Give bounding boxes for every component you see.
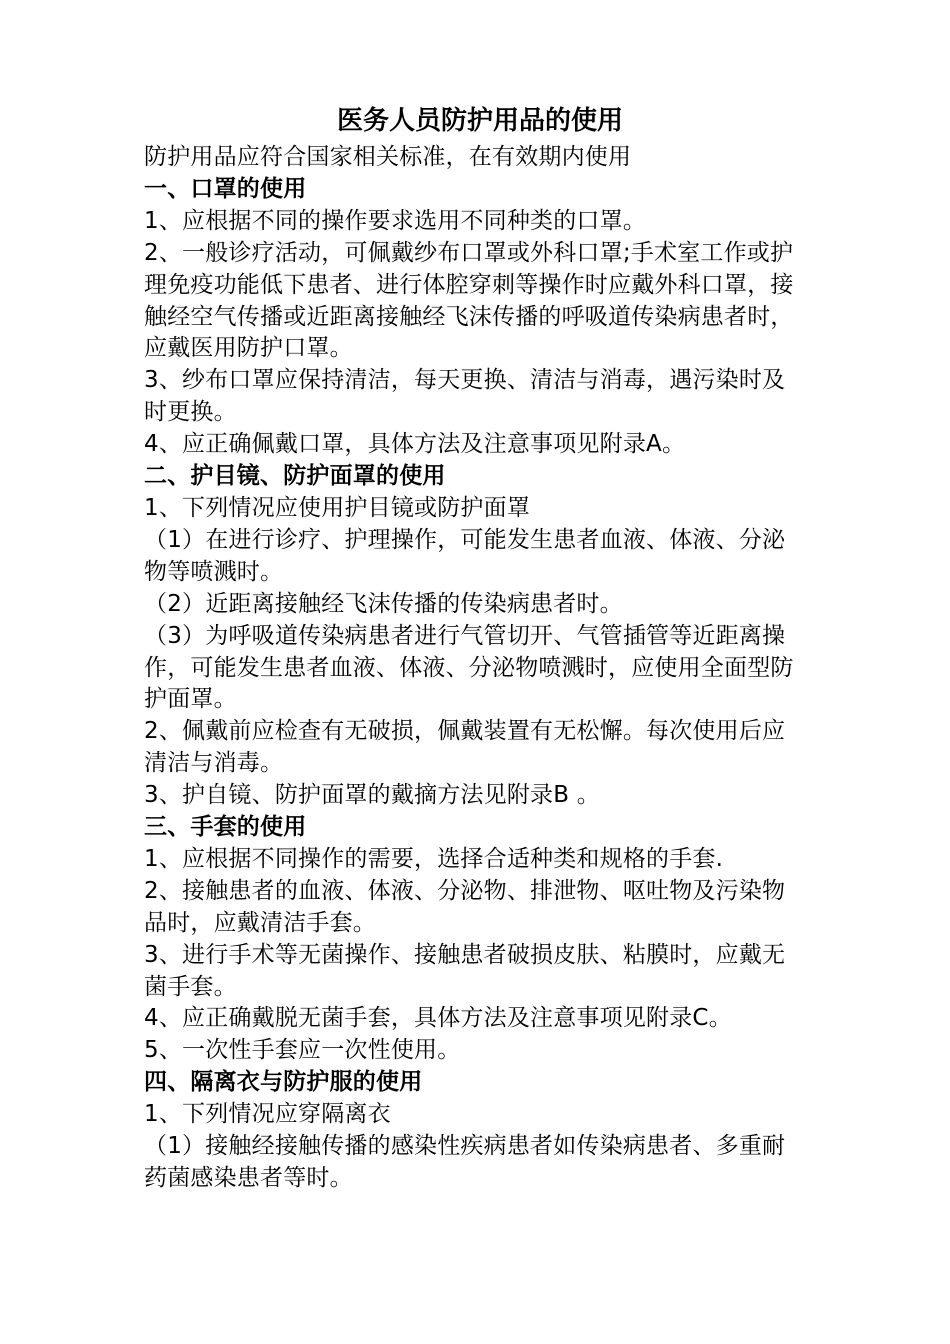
text-line: 护面罩。 [144, 686, 237, 713]
text-line: 1、下列情况应使用护目镜或防护面罩 [144, 494, 531, 521]
text-line: （3）为呼吸道传染病患者进行气管切开、气管插管等近距离操 [144, 622, 786, 649]
document-lines [144, 142, 812, 1195]
text-line: 3、护自镜、防护面罩的戴摘方法见附录B 。 [144, 782, 600, 809]
text-line: 菌手套。 [144, 973, 237, 1000]
text-line: 物等喷溅时。 [144, 558, 284, 585]
text-line: 触经空气传播或近距离接触经飞沫传播的呼吸道传染病患者时， [144, 303, 794, 330]
text-line: 作，可能发生患者血液、体液、分泌物喷溅时，应使用全面型防 [144, 654, 794, 681]
text-line: 2、一般诊疗活动，可佩戴纱布口罩或外科口罩;手术室工作或护 [144, 239, 794, 266]
text-line: 2、佩戴前应检查有无破损，佩戴装置有无松懈。每次使用后应 [144, 718, 786, 745]
section-heading: 四、隔离衣与防护服的使用 [144, 1069, 423, 1096]
text-line: 4、应正确戴脱无菌手套，具体方法及注意事项见附录C。 [144, 1005, 732, 1032]
text-line: 1、应根据不同操作的需要，选择合适种类和规格的手套. [144, 845, 724, 872]
text-line: 清洁与消毒。 [144, 750, 284, 777]
text-line: 3、进行手术等无菌操作、接触患者破损皮肤、粘膜时，应戴无 [144, 941, 786, 968]
document-title: 医务人员防护用品的使用 [336, 106, 623, 136]
text-line: 药菌感染患者等时。 [144, 1165, 353, 1191]
text-line: 防护用品应符合国家相关标准，在有效期内使用 [144, 144, 632, 170]
section-heading: 三、手套的使用 [144, 814, 307, 841]
text-line: 2、接触患者的血液、体液、分泌物、排泄物、呕吐物及污染物 [144, 877, 786, 904]
text-line: （1）接触经接触传播的感染性疾病患者如传染病患者、多重耐 [144, 1133, 786, 1160]
text-line: 时更换。 [144, 399, 237, 426]
document-body [144, 100, 812, 1195]
text-line: 5、一次性手套应一次性使用。 [144, 1037, 461, 1064]
text-line: 品时，应戴清洁手套。 [144, 909, 376, 936]
section-heading: 二、护目镜、防护面罩的使用 [144, 463, 446, 490]
text-line: 1、下列情况应穿隔离衣 [144, 1101, 391, 1128]
text-line: 应戴医用防护口罩。 [144, 335, 353, 362]
text-line: 4、应正确佩戴口罩，具体方法及注意事项见附录A。 [144, 431, 686, 458]
section-heading: 一、口罩的使用 [144, 175, 307, 202]
text-line: （2）近距离接触经飞沫传播的传染病患者时。 [144, 590, 623, 617]
text-line: 3、纱布口罩应保持清洁，每天更换、清洁与消毒，遇污染时及 [144, 367, 786, 394]
text-line: 理免疫功能低下患者、进行体腔穿刺等操作时应戴外科口罩，接 [144, 271, 794, 298]
text-line: 1、应根据不同的操作要求选用不同种类的口罩。 [144, 207, 647, 234]
text-line: （1）在进行诊疗、护理操作，可能发生患者血液、体液、分泌 [144, 526, 786, 553]
